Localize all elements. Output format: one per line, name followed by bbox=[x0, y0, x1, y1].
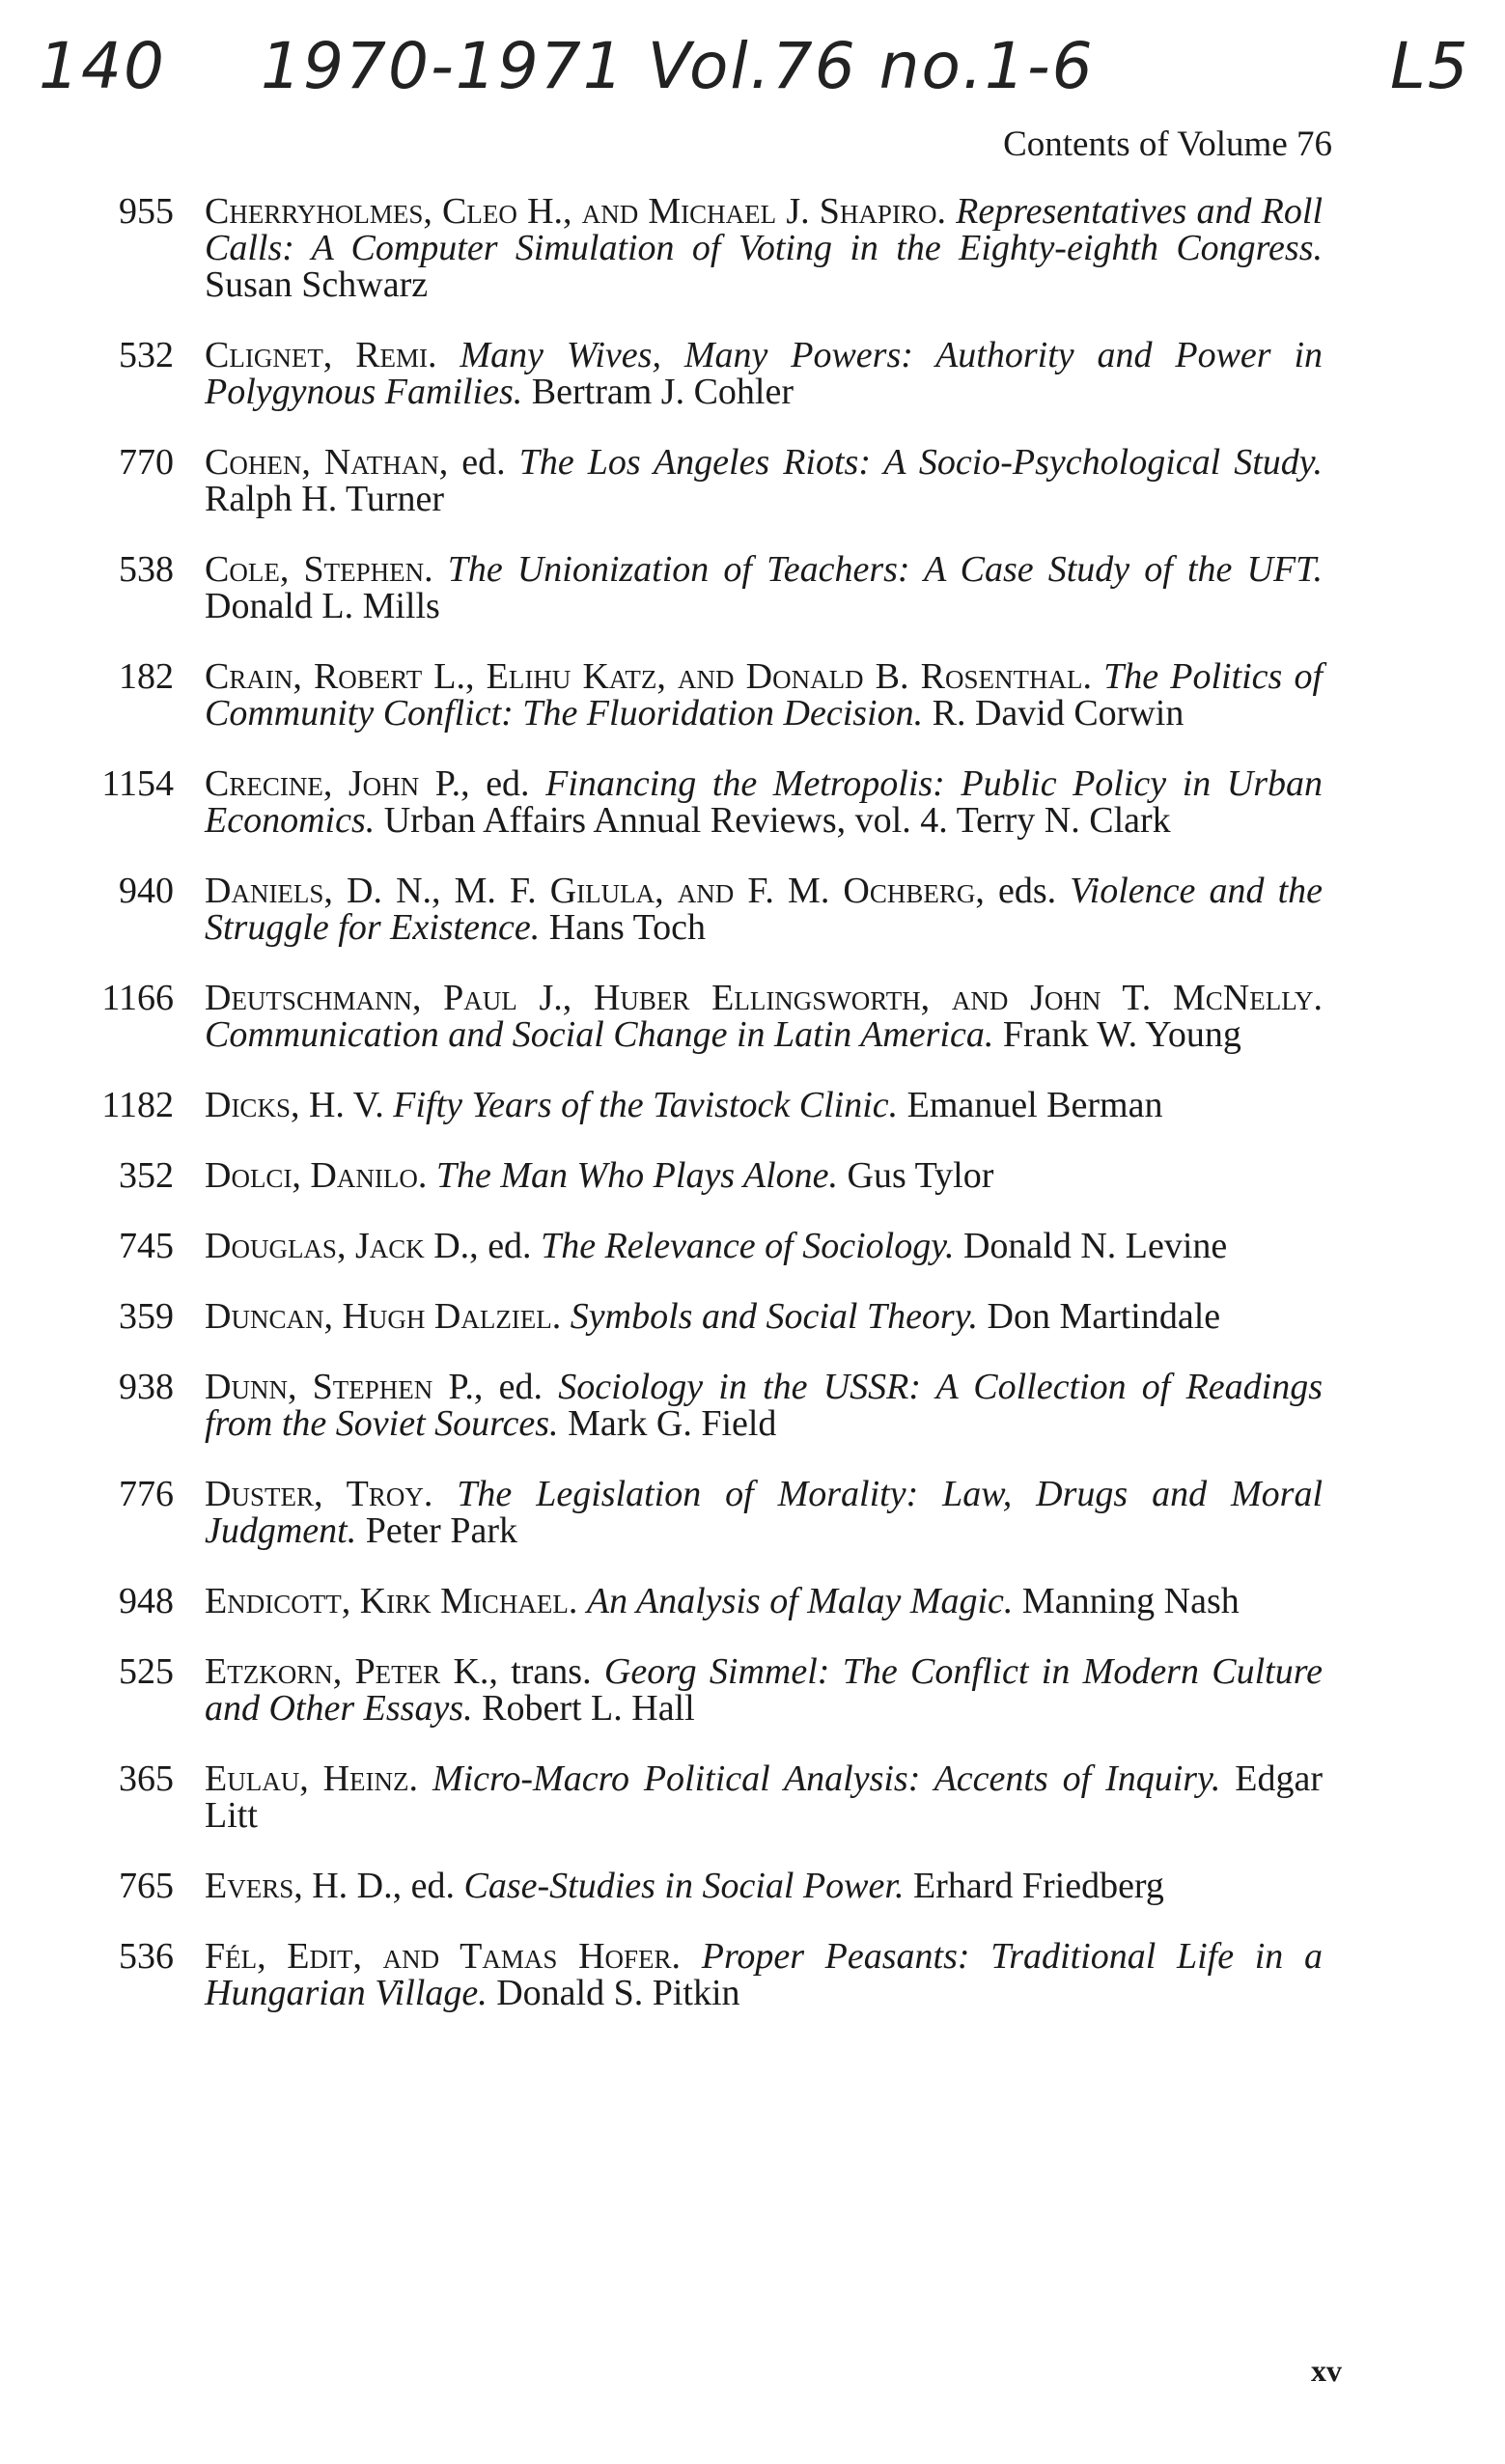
page-number: 776 bbox=[119, 1474, 174, 1514]
handwritten-volume-note: 1970-1971 Vol.76 no.1-6 bbox=[261, 29, 1095, 103]
list-item bbox=[58, 444, 1342, 517]
list-item bbox=[58, 551, 1342, 624]
entry-reviewer: Donald L. Mills bbox=[205, 586, 440, 626]
page-number: 352 bbox=[119, 1155, 174, 1196]
entry-title: The Politics of Community Conflict: The Fluoridation Decision. bbox=[205, 656, 1324, 734]
entry-reviewer: Hans Toch bbox=[548, 907, 707, 948]
list-item bbox=[58, 1369, 1342, 1442]
entry-author: Douglas, Jack D., bbox=[205, 1226, 479, 1266]
page-number: 536 bbox=[119, 1936, 174, 1977]
entry-text bbox=[205, 1760, 1323, 1834]
entry-text bbox=[205, 1157, 1323, 1194]
entry-reviewer: Edgar Litt bbox=[205, 1758, 1323, 1836]
entry-text bbox=[205, 980, 1323, 1053]
entry-text bbox=[205, 1087, 1323, 1123]
page-number: 359 bbox=[119, 1296, 174, 1337]
entry-author: Evers, H. D., bbox=[205, 1866, 403, 1906]
page-number: 525 bbox=[119, 1651, 174, 1692]
entry-author: Etzkorn, Peter K., bbox=[205, 1651, 498, 1692]
entry-author: Eulau, Heinz. bbox=[205, 1758, 419, 1799]
entry-author: Duncan, Hugh Dalziel. bbox=[205, 1296, 562, 1337]
entry-author: Crecine, John P., bbox=[205, 763, 470, 804]
entry-reviewer: Susan Schwarz bbox=[205, 264, 429, 305]
entry-reviewer: Don Martindale bbox=[987, 1296, 1221, 1337]
entry-reviewer: Erhard Friedberg bbox=[912, 1866, 1164, 1906]
list-item bbox=[58, 872, 1342, 946]
page-number: 532 bbox=[119, 335, 174, 375]
entry-text bbox=[205, 444, 1323, 517]
page-number: 938 bbox=[119, 1367, 174, 1407]
entry-reviewer: Gus Tylor bbox=[847, 1155, 994, 1196]
page-number: 1166 bbox=[101, 978, 174, 1018]
entry-author: Crain, Robert L., Elihu Katz, and Donald B. Rosenthal. bbox=[205, 656, 1092, 697]
page-number: 948 bbox=[119, 1581, 174, 1621]
entry-text bbox=[205, 551, 1323, 624]
page-number: 940 bbox=[119, 871, 174, 911]
entry-role: eds. bbox=[998, 871, 1057, 911]
list-item bbox=[58, 658, 1342, 732]
list-item bbox=[58, 1298, 1342, 1335]
entry-text bbox=[205, 1228, 1323, 1264]
page-number: 1182 bbox=[101, 1085, 174, 1125]
entry-text bbox=[205, 1653, 1323, 1727]
entry-series: Urban Affairs Annual Reviews, vol. 4. bbox=[383, 800, 948, 841]
entry-reviewer: Peter Park bbox=[365, 1510, 517, 1551]
entry-author: Cohen, Nathan, bbox=[205, 442, 449, 483]
list-item bbox=[58, 1653, 1342, 1727]
entry-text bbox=[205, 872, 1323, 946]
entry-title: The Los Angeles Riots: A Socio-Psychological Study. bbox=[518, 442, 1324, 483]
page-number: 538 bbox=[119, 549, 174, 590]
handwritten-corner-mark: L5 bbox=[1390, 29, 1470, 103]
entry-role: ed. bbox=[498, 1367, 543, 1407]
page-number: 1154 bbox=[101, 763, 174, 804]
entry-reviewer: Robert L. Hall bbox=[482, 1688, 695, 1729]
entry-title: Many Wives, Many Powers: Authority and Power in Polygynous Families. bbox=[205, 335, 1324, 412]
entry-text bbox=[205, 337, 1323, 410]
list-item bbox=[58, 1868, 1342, 1904]
page-number: 182 bbox=[119, 656, 174, 697]
entry-text bbox=[205, 1298, 1323, 1335]
entry-text bbox=[205, 1369, 1323, 1442]
entry-title: Georg Simmel: The Conflict in Modern Culture and Other Essays. bbox=[205, 1651, 1323, 1729]
entry-role: ed. bbox=[486, 763, 530, 804]
entry-title: The Legislation of Morality: Law, Drugs and Moral Judgment. bbox=[205, 1474, 1324, 1551]
entry-text bbox=[205, 658, 1323, 732]
entry-text bbox=[205, 193, 1323, 303]
entry-title: The Relevance of Sociology. bbox=[541, 1226, 955, 1266]
entry-author: Dicks, H. V. bbox=[205, 1085, 384, 1125]
entry-author: Dolci, Danilo. bbox=[205, 1155, 428, 1196]
list-item bbox=[58, 1228, 1342, 1264]
entry-author: Fél, Edit, and Tamas Hofer. bbox=[205, 1936, 682, 1977]
entry-author: Daniels, D. N., M. F. Gilula, and F. M. Ochberg, bbox=[205, 871, 985, 911]
list-item bbox=[58, 980, 1342, 1053]
page-number: 955 bbox=[119, 191, 174, 232]
list-item bbox=[58, 1583, 1342, 1620]
entry-title: Violence and the Struggle for Existence. bbox=[205, 871, 1324, 948]
entry-author: Endicott, Kirk Michael. bbox=[205, 1581, 578, 1621]
entry-reviewer: Donald S. Pitkin bbox=[496, 1973, 740, 2013]
contents-list bbox=[58, 193, 1342, 2045]
entry-title: Proper Peasants: Traditional Life in a Hungarian Village. bbox=[205, 1936, 1323, 2013]
handwritten-shelf-number: 140 bbox=[39, 29, 166, 103]
list-item bbox=[58, 1087, 1342, 1123]
entry-title: Micro-Macro Political Analysis: Accents of Inquiry. bbox=[432, 1758, 1221, 1799]
entry-text bbox=[205, 1583, 1323, 1620]
page-number: 745 bbox=[119, 1226, 174, 1266]
page-folio: xv bbox=[1311, 2353, 1342, 2388]
list-item bbox=[58, 1938, 1342, 2011]
entry-role: ed. bbox=[410, 1866, 455, 1906]
list-item bbox=[58, 1760, 1342, 1834]
entry-author: Cole, Stephen. bbox=[205, 549, 433, 590]
entry-reviewer: Frank W. Young bbox=[1002, 1014, 1241, 1055]
entry-title: Fifty Years of the Tavistock Clinic. bbox=[393, 1085, 899, 1125]
entry-role: ed. bbox=[488, 1226, 532, 1266]
list-item bbox=[58, 193, 1342, 303]
entry-role: ed. bbox=[461, 442, 506, 483]
page-number: 365 bbox=[119, 1758, 174, 1799]
entry-title: The Man Who Plays Alone. bbox=[435, 1155, 839, 1196]
entry-reviewer: Ralph H. Turner bbox=[205, 479, 445, 519]
list-item bbox=[58, 1157, 1342, 1194]
entry-title: An Analysis of Malay Magic. bbox=[586, 1581, 1014, 1621]
entry-reviewer: Donald N. Levine bbox=[962, 1226, 1228, 1266]
entry-title: Sociology in the USSR: A Collection of Readings from the Soviet Sources. bbox=[205, 1367, 1323, 1444]
entry-reviewer: Bertram J. Cohler bbox=[531, 372, 794, 412]
entry-role: trans. bbox=[511, 1651, 592, 1692]
entry-title: Case-Studies in Social Power. bbox=[463, 1866, 905, 1906]
entry-reviewer: Mark G. Field bbox=[568, 1403, 777, 1444]
entry-author: Dunn, Stephen P., bbox=[205, 1367, 484, 1407]
entry-title: Representatives and Roll Calls: A Computer Simulation of Voting in the Eighty-eighth Congress. bbox=[205, 191, 1324, 268]
entry-author: Clignet, Remi. bbox=[205, 335, 437, 375]
list-item bbox=[58, 765, 1342, 839]
entry-reviewer: Emanuel Berman bbox=[906, 1085, 1163, 1125]
entry-text bbox=[205, 1868, 1323, 1904]
entry-title: Communication and Social Change in Latin America. bbox=[205, 1014, 994, 1055]
entry-author: Deutschmann, Paul J., Huber Ellingsworth, and John T. McNelly. bbox=[205, 978, 1323, 1018]
page-number: 765 bbox=[119, 1866, 174, 1906]
entry-title: Symbols and Social Theory. bbox=[570, 1296, 978, 1337]
entry-text bbox=[205, 1476, 1323, 1549]
page-number: 770 bbox=[119, 442, 174, 483]
entry-title: Financing the Metropolis: Public Policy in Urban Economics. bbox=[205, 763, 1324, 841]
entry-author: Duster, Troy. bbox=[205, 1474, 433, 1514]
entry-author: Cherryholmes, Cleo H., and Michael J. Shapiro. bbox=[205, 191, 946, 232]
entry-title: The Unionization of Teachers: A Case Study of the UFT. bbox=[447, 549, 1323, 590]
entry-reviewer: R. David Corwin bbox=[932, 693, 1184, 734]
list-item bbox=[58, 1476, 1342, 1549]
handwritten-annotation bbox=[29, 19, 1477, 125]
entry-reviewer: Manning Nash bbox=[1021, 1581, 1240, 1621]
entry-text bbox=[205, 1938, 1323, 2011]
entry-text bbox=[205, 765, 1323, 839]
running-head: Contents of Volume 76 bbox=[1003, 125, 1332, 164]
entry-reviewer: Terry N. Clark bbox=[956, 800, 1171, 841]
list-item bbox=[58, 337, 1342, 410]
